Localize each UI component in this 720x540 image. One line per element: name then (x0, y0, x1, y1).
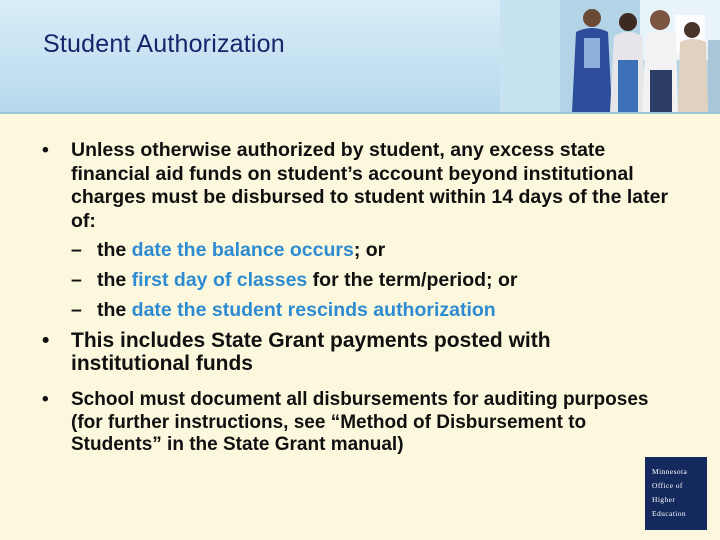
bullet-icon: • (42, 389, 49, 410)
sub-list (71, 239, 672, 322)
dash-icon: – (71, 269, 82, 291)
sub-item (71, 299, 672, 322)
sub-item-suffix: for the term/period; or (307, 269, 518, 291)
sub-item-prefix: the (97, 269, 132, 291)
sub-item-prefix: the (97, 299, 132, 321)
bullet-item (42, 329, 672, 375)
bullet-icon: • (42, 139, 49, 161)
bullet-item (42, 139, 672, 322)
dash-icon: – (71, 239, 82, 261)
slide-title: Student Authorization (43, 30, 285, 58)
mohe-logo (645, 457, 707, 530)
sub-item (71, 269, 672, 292)
logo-line: Education (652, 509, 687, 518)
slide-body (42, 139, 672, 457)
students-photo (500, 0, 720, 112)
bullet-text: School must document all disbursements for auditing purposes (for further instructions, see “Method of Disbursement to Students” in the State Grant manual) (71, 389, 649, 455)
logo-line: Office of (652, 481, 683, 490)
logo-line: Minnesota (652, 467, 688, 476)
bullet-text: This includes State Grant payments posted with institutional funds (71, 329, 551, 375)
sub-item-highlight: date the balance occurs (131, 239, 354, 261)
logo-line: Higher (652, 495, 676, 504)
header-banner (0, 0, 720, 112)
bullet-icon: • (42, 329, 50, 352)
sub-item-prefix: the (97, 239, 132, 261)
sub-item-highlight: first day of classes (131, 269, 308, 291)
bullet-text: Unless otherwise authorized by student, any excess state financial aid funds on student’s account beyond institutional charges must be disbursed to student within 14 days of the later of: (71, 139, 669, 232)
header-divider (0, 112, 720, 114)
bullet-item (42, 389, 672, 457)
sub-item-suffix: ; or (353, 239, 386, 261)
dash-icon: – (71, 299, 82, 321)
sub-item-highlight: date the student rescinds authorization (131, 299, 496, 321)
sub-item (71, 239, 672, 262)
